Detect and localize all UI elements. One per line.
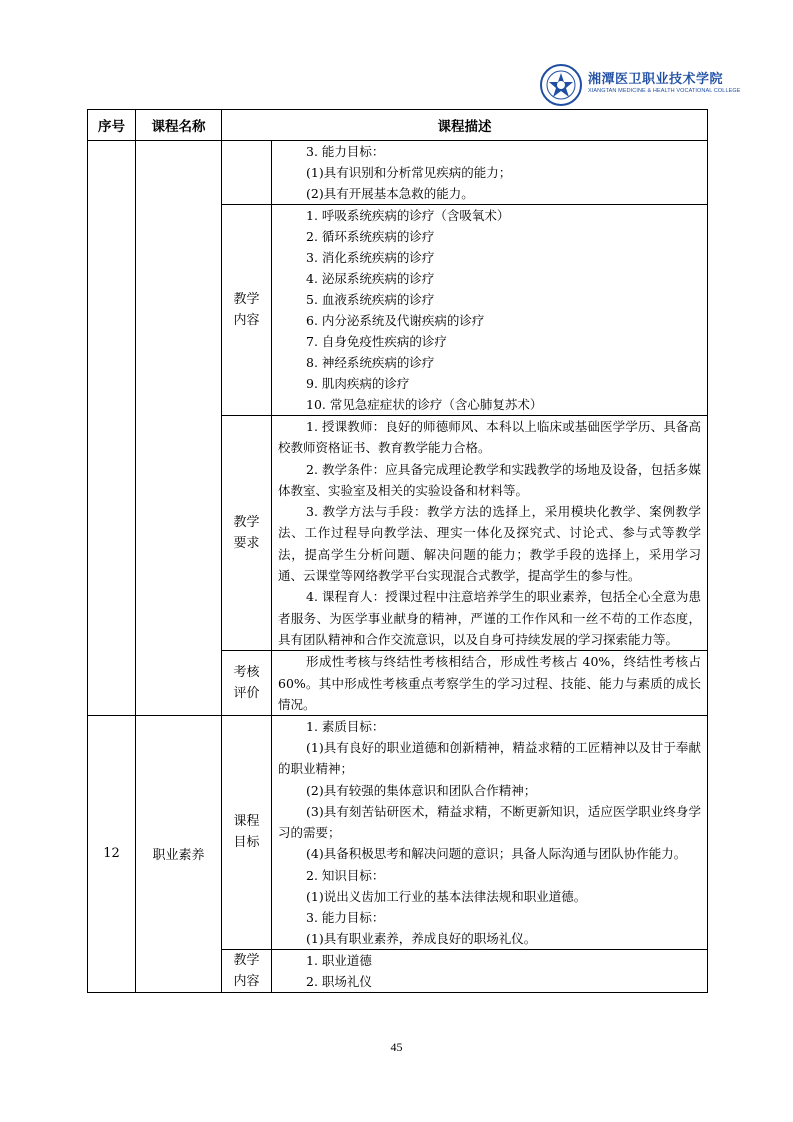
content-item: 5. 血液系统疾病的诊疗 <box>306 292 435 307</box>
goal-label-line: 目标 <box>233 835 260 851</box>
evaluation-text: 形成性考核与终结性考核相结合，形成性考核占 40%，终结性考核占 60%。其中形成性考核重点考察学生的学习过程、技能、能力与素质的成长情况。 <box>278 654 701 712</box>
requirement-item: 2. 教学条件：应具备完成理论教学和实践教学的场地及设备，包括多媒体教室、实验室及相关的实验设备和材料等。 <box>278 461 701 498</box>
requirement-label <box>222 416 272 651</box>
school-logo <box>540 64 741 110</box>
school-name-cn: 湘潭医卫职业技术学院 <box>588 72 724 87</box>
content-item: 7. 自身免疫性疾病的诊疗 <box>306 334 447 349</box>
goal-label-cell <box>222 141 272 205</box>
table-row <box>88 141 708 205</box>
goal-label-line: 课程 <box>233 814 260 830</box>
goal-item: 1. 素质目标： <box>306 719 385 735</box>
req-label-line: 要求 <box>233 536 260 552</box>
school-emblem-icon <box>540 64 582 106</box>
school-name-en: XIANGTAN MEDICINE & HEALTH VOCATIONAL COLLEGE <box>588 88 741 94</box>
goal-item: 2. 知识目标： <box>306 867 385 883</box>
goal-item: (3)具有刻苦钻研医术，精益求精，不断更新知识，适应医学职业终身学习的需要； <box>278 803 701 841</box>
table-row <box>88 716 708 949</box>
row-name-cell <box>136 141 222 716</box>
content-label <box>222 949 272 992</box>
course-table <box>87 109 708 993</box>
goal-item: (1)具有职业素养，养成良好的职场礼仪。 <box>306 930 537 946</box>
header-course-name: 课程名称 <box>136 110 222 141</box>
table-header-row <box>88 110 708 141</box>
header-no: 序号 <box>88 110 136 141</box>
header-course-desc: 课程描述 <box>222 110 708 141</box>
requirement-item: 1. 授课教师：良好的师德师风、本科以上临床或基础医学学历、具备高校教师资格证书、教育教学能力合格。 <box>278 419 701 456</box>
content-label <box>222 205 272 416</box>
goal-desc-cell <box>272 716 708 949</box>
goal-item: (1)说出义齿加工行业的基本法律法规和职业道德。 <box>306 888 587 904</box>
content-label-line: 内容 <box>233 313 260 328</box>
eval-label-line: 评价 <box>233 686 260 702</box>
row-no-cell <box>88 141 136 716</box>
goal-line: (1)具有识别和分析常见疾病的能力； <box>306 165 512 180</box>
content-item: 2. 循环系统疾病的诊疗 <box>306 229 435 244</box>
content-item: 6. 内分泌系统及代谢疾病的诊疗 <box>306 313 485 328</box>
content-label-line: 内容 <box>233 973 260 989</box>
goal-line: 3. 能力目标： <box>306 144 385 159</box>
content-item: 10. 常见急症症状的诊疗（含心肺复苏术） <box>306 397 543 412</box>
content-desc-cell <box>272 949 708 992</box>
content-item: 1. 职业道德 <box>306 952 372 968</box>
content-item: 4. 泌尿系统疾病的诊疗 <box>306 271 435 286</box>
content-item: 9. 肌肉疾病的诊疗 <box>306 376 410 391</box>
goal-item: (2)具有较强的集体意识和团队合作精神； <box>306 782 537 798</box>
page-number: 45 <box>390 1040 403 1054</box>
goal-line: (2)具有开展基本急救的能力。 <box>306 186 474 201</box>
content-label-line: 教学 <box>233 952 260 968</box>
requirement-item: 4. 课程育人：授课过程中注意培养学生的职业素养，包括全心全意为患者服务、为医学事业献身的精神，严谨的工作作风和一丝不苟的工作态度，具有团队精神和合作交流意识，以及自身可持续发展的学习探索能力等。 <box>278 589 701 647</box>
eval-label-line: 考核 <box>233 665 260 681</box>
course-no: 12 <box>88 716 136 992</box>
goal-item: 3. 能力目标： <box>306 909 385 925</box>
goal-desc-cell <box>272 141 708 205</box>
content-item: 2. 职场礼仪 <box>306 973 372 989</box>
content-item: 3. 消化系统疾病的诊疗 <box>306 250 435 265</box>
content-label-line: 教学 <box>233 292 260 307</box>
goal-item: (1)具有良好的职业道德和创新精神，精益求精的工匠精神以及甘于奉献的职业精神； <box>278 740 701 777</box>
req-label-line: 教学 <box>233 515 260 531</box>
requirement-desc-cell <box>272 416 708 651</box>
content-item: 1. 呼吸系统疾病的诊疗（含吸氧术） <box>306 208 510 223</box>
evaluation-label <box>222 651 272 716</box>
requirement-item: 3. 教学方法与手段：教学方法的选择上，采用模块化教学、案例教学法、工作过程导向教学法、理实一体化及探究式、讨论式、参与式等教学法，提高学生分析问题、解决问题的能力；教学手段的选择上，采用学习通、云课堂等网络教学平台实现混合式教学，提高学生的参与性。 <box>278 504 701 584</box>
goal-item: (4)具备积极思考和解决问题的意识；具备人际沟通与团队协作能力。 <box>306 846 687 862</box>
course-name: 职业素养 <box>136 716 222 992</box>
content-desc-cell <box>272 205 708 416</box>
evaluation-desc-cell <box>272 651 708 716</box>
goal-label <box>222 716 272 949</box>
content-item: 8. 神经系统疾病的诊疗 <box>306 355 435 370</box>
